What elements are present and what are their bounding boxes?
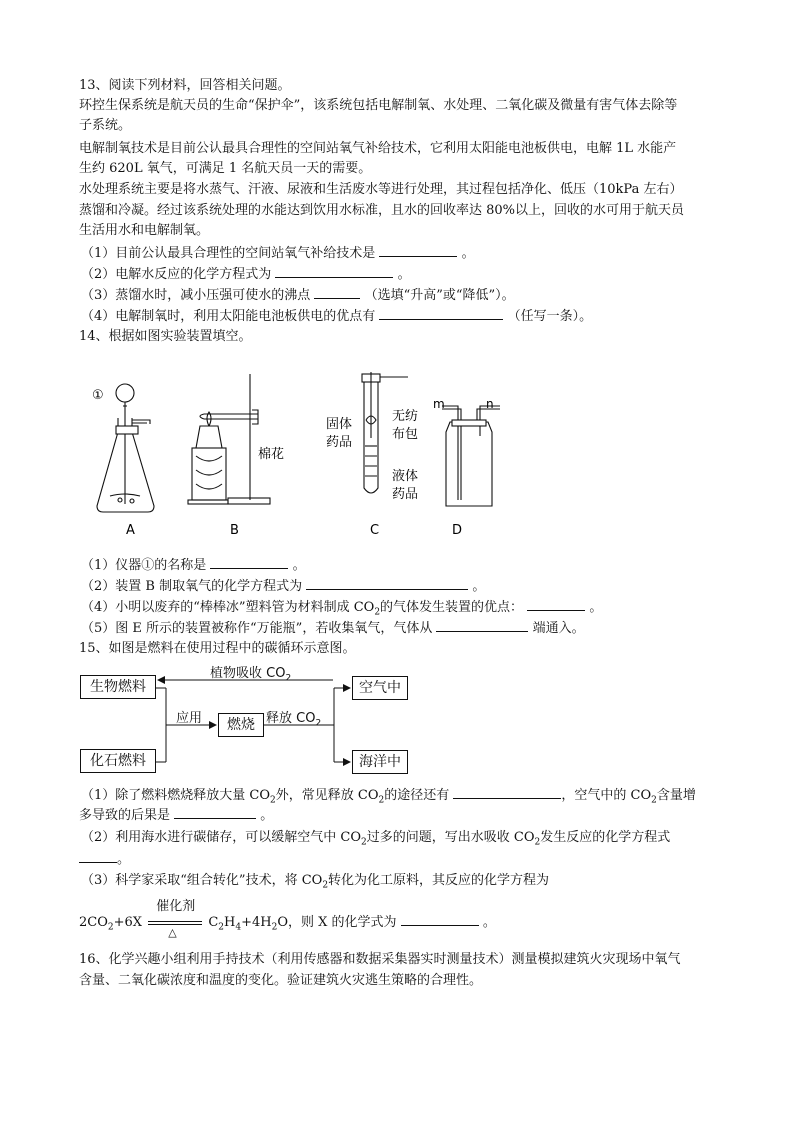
label-b: B (230, 523, 239, 538)
q13-para2-cont: 生约 620L 氧气，可满足 1 名航天员一天的需要。 (79, 161, 372, 176)
q15-equation: $2CO_2+6X$ 催化剂 △ $C_2H_4+4H_2O$，则 X 的化学式为 。 (79, 913, 496, 932)
box-air: 空气中 (352, 676, 408, 700)
box-ocean: 海洋中 (352, 750, 408, 774)
answer-blank[interactable] (379, 307, 503, 320)
label-cloth-2: 布包 (392, 427, 419, 442)
box-biofuel: 生物燃料 (80, 675, 156, 699)
apparatus-d (442, 406, 500, 506)
q13-sub2: （2）电解水反应的化学方程式为 。 (81, 267, 411, 282)
box-burn: 燃烧 (218, 713, 264, 737)
label-d: D (452, 523, 463, 538)
q13-sub1: （1）目前公认最具合理性的空间站氧气补给技术是 。 (81, 246, 475, 261)
label-n: n (486, 397, 494, 411)
answer-blank[interactable] (275, 265, 393, 278)
q13-para3: 水处理系统主要是将水蒸气、汗液、尿液和生活废水等进行处理，其过程包括净化、低压（10kPa 左右） (79, 182, 683, 197)
label-plant-absorb: 植物吸收 $CO_2$ (210, 666, 292, 684)
q14-title: 14、根据如图实验装置填空。 (79, 329, 252, 344)
answer-blank[interactable] (436, 619, 528, 632)
q13-para1-cont: 子系统。 (79, 118, 132, 133)
q13-sub4: （4）电解制氧时，利用太阳能电池板供电的优点有 （任写一条）。 (81, 309, 593, 324)
label-solid-1: 固体 (326, 417, 353, 432)
answer-blank[interactable] (314, 286, 360, 299)
q13-para2: 电解制氧技术是目前公认最具合理性的空间站氧气补给技术，它利用太阳能电池板供电，电解 1L 水能产 (79, 141, 677, 156)
q13-para1: 环控生保系统是航天员的生命“保护伞”，该系统包括电解制氧、水处理、二氧化碳及微量有害气体去除等 (79, 98, 678, 113)
label-cotton: 棉花 (258, 447, 285, 462)
label-m: m (433, 397, 445, 411)
answer-blank[interactable] (527, 598, 585, 611)
catalyst-label: 催化剂 (156, 898, 196, 914)
label-release: 释放 $CO_2$ (266, 711, 322, 729)
answer-blank[interactable] (79, 850, 117, 863)
q13-sub3: （3）蒸馏水时，减小压强可使水的沸点 （选填“升高”或“降低”）。 (81, 288, 515, 303)
q13-para3-cont: 蒸馏和冷凝。经过该系统处理的水能达到饮用水标准，且水的回收率达 80%以上，回收的水可用于航天员 (79, 203, 685, 218)
q15-sub1: （1）除了燃料燃烧释放大量 $CO_2$外，常见释放 $CO_2$的途径还有 ，空气中的 $CO_2$含量增 (81, 788, 696, 806)
label-cloth-1: 无纺 (392, 409, 419, 424)
q15-title: 15、如图是燃料在使用过程中的碳循环示意图。 (79, 641, 356, 656)
q16-text-cont: 含量、二氧化碳浓度和温度的变化。验证建筑火灾逃生策略的合理性。 (79, 973, 483, 988)
q13-para3-cont2: 生活用水和电解制氧。 (79, 223, 210, 238)
label-apply: 应用 (176, 711, 203, 726)
q14-sub2: （2）装置 B 制取氧气的化学方程式为 。 (81, 579, 486, 594)
answer-blank[interactable] (210, 556, 288, 569)
answer-blank[interactable] (453, 786, 561, 799)
q15-sub3: （3）科学家采取“组合转化”技术，将 $CO_2$转化为化工原料，其反应的化学方程为 (81, 873, 550, 891)
label-a: A (126, 523, 135, 538)
q15-sub2: （2）利用海水进行碳储存，可以缓解空气中 $CO_2$过多的问题，写出水吸收 $CO_2$发生反应的化学方程式 (81, 830, 671, 848)
answer-blank[interactable] (174, 806, 256, 819)
label-c: C (370, 523, 380, 538)
q16-text: 16、化学兴趣小组利用手持技术（利用传感器和数据采集器实时测量技术）测量模拟建筑火灾现场中氧气 (79, 952, 681, 967)
q14-sub4: （4）小明以废弃的“棒棒冰”塑料管为材料制成 $CO_2$的气体发生装置的优点： 。 (81, 600, 603, 618)
label-liquid-1: 液体 (392, 469, 419, 484)
q13-title: 13、阅读下列材料，回答相关问题。 (79, 78, 291, 93)
answer-blank[interactable] (306, 577, 468, 590)
apparatus-figure (80, 366, 520, 541)
label-circle1: ① (92, 388, 104, 403)
apparatus-a (97, 384, 154, 512)
answer-blank[interactable] (401, 913, 479, 926)
box-fossil-fuel: 化石燃料 (80, 749, 156, 773)
label-solid-2: 药品 (326, 435, 353, 450)
apparatus-b (188, 374, 270, 504)
reaction-condition (146, 898, 204, 939)
answer-blank[interactable] (379, 244, 457, 257)
q15-sub2-cont: 。 (79, 850, 130, 869)
q14-sub5: （5）图 E 所示的装置被称作“万能瓶”，若收集氧气，气体从 端通入。 (81, 621, 585, 636)
q14-sub1: （1）仪器①的名称是 。 (81, 558, 306, 573)
label-liquid-2: 药品 (392, 487, 419, 502)
q15-sub1-cont: 多导致的后果是 。 (79, 808, 274, 823)
heat-symbol: △ (168, 925, 177, 939)
